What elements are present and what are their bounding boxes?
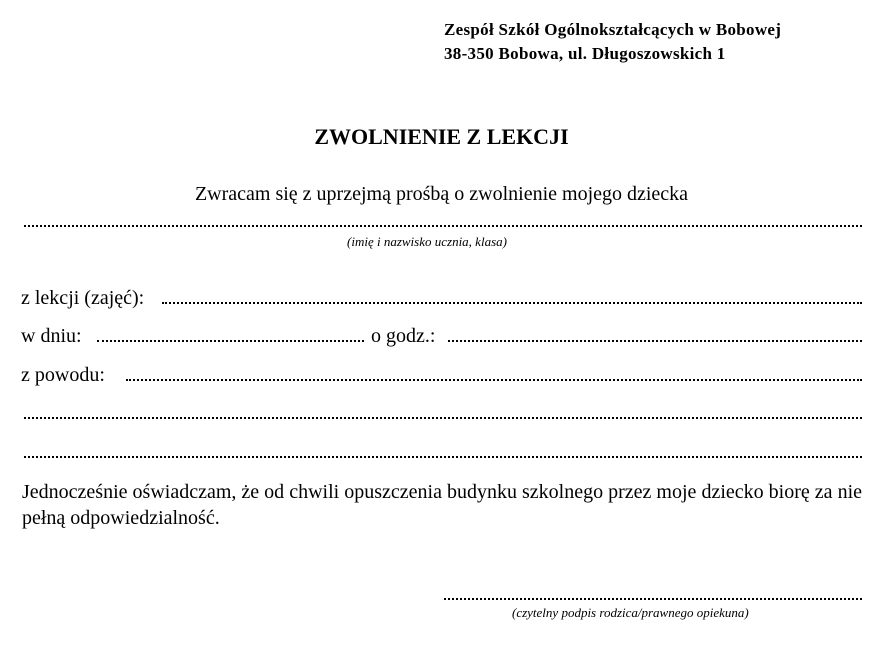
intro-text: Zwracam się z uprzejmą prośbą o zwolnienie mojego dziecka [194,183,689,205]
school-address: 38-350 Bobowa, ul. Długoszowskich 1 [444,44,726,63]
hour-label: o godz.: [371,325,436,347]
reason-label: z powodu: [21,364,105,386]
signature-field[interactable] [444,598,862,600]
hour-field[interactable] [448,340,862,342]
student-name-hint: (imię i nazwisko ucznia, klasa) [347,234,507,249]
reason-field-line-2[interactable] [24,417,862,419]
day-field[interactable] [97,340,364,342]
lessons-label: z lekcji (zajęć): [21,287,145,309]
reason-field[interactable] [126,379,862,381]
signature-hint: (czytelny podpis rodzica/prawnego opiekuna) [512,605,749,620]
document-title: ZWOLNIENIE Z LEKCJI [314,124,569,149]
student-name-field[interactable] [24,225,862,227]
day-label: w dniu: [21,325,82,347]
lessons-field[interactable] [162,302,862,304]
school-name: Zespół Szkół Ogólnokształcących w Bobowej [444,20,782,39]
responsibility-statement: Jednocześnie oświadczam, że od chwili opuszczenia budynku szkolnego przez moje dziecko biorę za nie pełną odpowiedzialność. [22,481,862,529]
reason-field-line-3[interactable] [24,456,862,458]
